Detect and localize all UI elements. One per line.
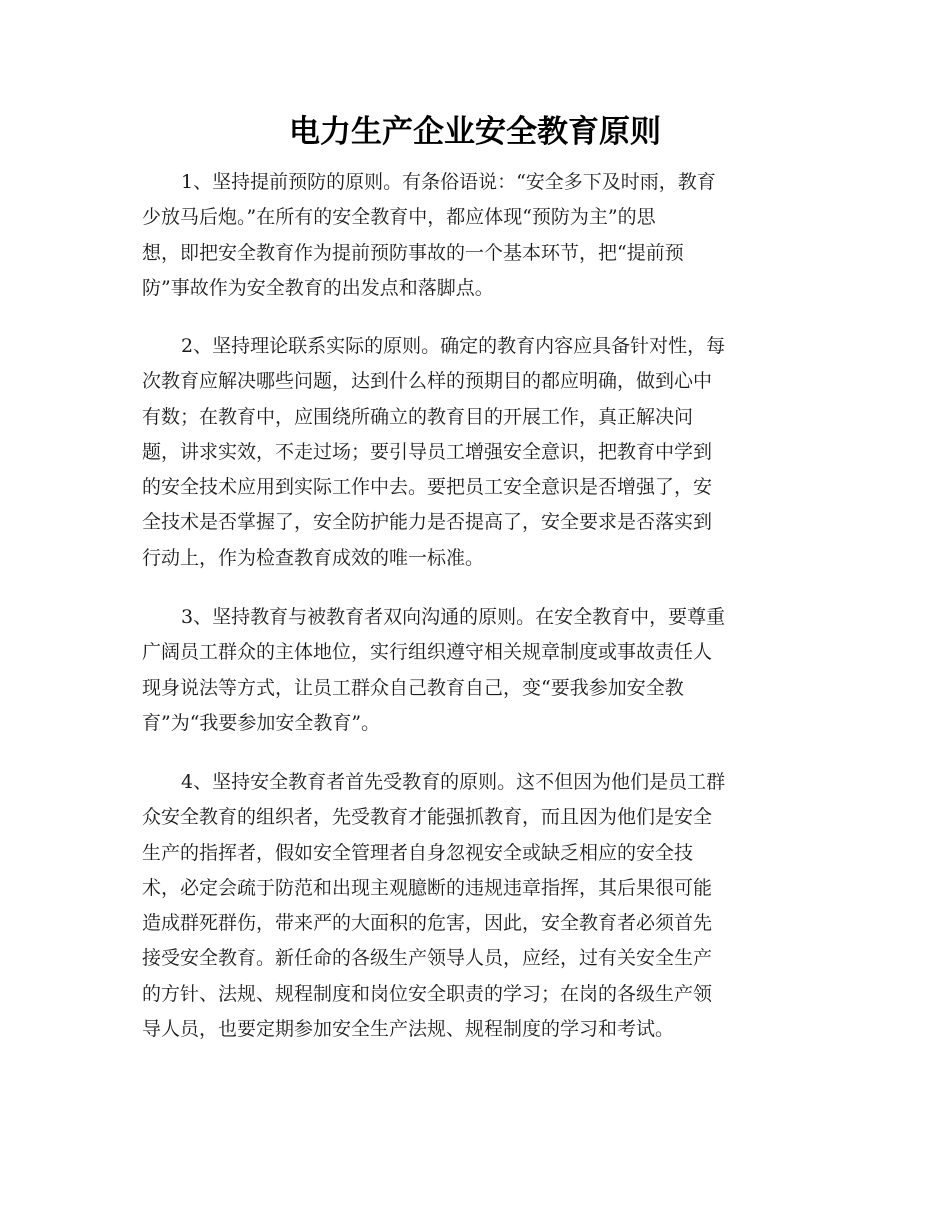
paragraph-line: 4、坚持安全教育者首先受教育的原则。这不但因为他们是员工群: [181, 771, 726, 793]
paragraph-line: 有数；在教育中，应围绕所确立的教育目的开展工作，真正解决问: [142, 405, 694, 428]
paragraph-line: 现身说法等方式，让员工群众自己教育自己，变“要我参加安全教: [142, 676, 684, 699]
document-title: 电力生产企业安全教育原则: [289, 114, 661, 150]
paragraph-line: 少放马后炮。”在所有的安全教育中，都应体现“预防为主”的思: [142, 206, 656, 229]
paragraph-line: 全技术是否掌握了，安全防护能力是否提高了，安全要求是否落实到: [142, 511, 713, 534]
paragraph-1: [142, 165, 807, 306]
paragraph-4: [142, 765, 807, 1047]
paragraph-line: 生产的指挥者，假如安全管理者自身忽视安全或缺乏相应的安全技: [142, 841, 694, 864]
paragraph-line: 广阔员工群众的主体地位，实行组织遵守相关规章制度或事故责任人: [142, 641, 713, 664]
paragraph-2: [142, 329, 807, 576]
paragraph-line: 术，必定会疏于防范和出现主观臆断的违规违章指挥，其后果很可能: [142, 876, 713, 899]
paragraph-line: 行动上，作为检查教育成效的唯一标准。: [142, 546, 485, 569]
paragraph-line: 题，讲求实效，不走过场；要引导员工增强安全意识，把教育中学到: [142, 440, 713, 463]
paragraph-line: 造成群死群伤，带来严的大面积的危害，因此，安全教育者必须首先: [142, 912, 713, 935]
paragraph-line: 3、坚持教育与被教育者双向沟通的原则。在安全教育中，要尊重: [181, 606, 726, 628]
paragraph-line: 导人员，也要定期参加安全生产法规、规程制度的学习和考试。: [142, 1018, 675, 1041]
paragraph-line: 接受安全教育。新任命的各级生产领导人员，应经，过有关安全生产: [142, 947, 713, 970]
paragraph-line: 1、坚持提前预防的原则。有条俗语说：“安全多下及时雨，教育: [181, 171, 716, 193]
paragraph-3: [142, 600, 807, 741]
paragraph-line: 的安全技术应用到实际工作中去。要把员工安全意识是否增强了，安: [142, 476, 713, 499]
paragraph-line: 众安全教育的组织者，先受教育才能强抓教育，而且因为他们是安全: [142, 806, 713, 829]
paragraph-line: 防”事故作为安全教育的出发点和落脚点。: [142, 276, 494, 299]
paragraph-line: 育”为“我要参加安全教育”。: [142, 711, 381, 734]
paragraph-line: 想，即把安全教育作为提前预防事故的一个基本环节，把“提前预: [142, 241, 684, 264]
paragraph-line: 的方针、法规、规程制度和岗位安全职责的学习；在岗的各级生产领: [142, 982, 713, 1005]
paragraph-line: 2、坚持理论联系实际的原则。确定的教育内容应具备针对性，每: [181, 335, 726, 357]
paragraph-line: 次教育应解决哪些问题，达到什么样的预期目的都应明确，做到心中: [142, 370, 713, 393]
